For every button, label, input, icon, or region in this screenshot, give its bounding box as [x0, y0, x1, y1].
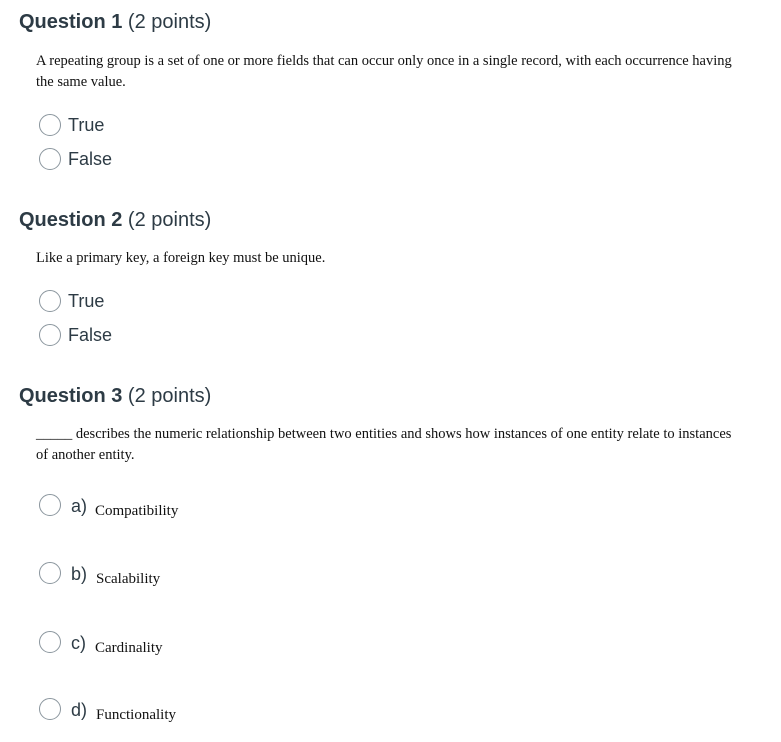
- question-2-option-true[interactable]: [39, 288, 104, 314]
- option-label: Functionality: [96, 707, 176, 723]
- radio-button[interactable]: [39, 114, 61, 136]
- radio-button[interactable]: [39, 290, 61, 312]
- question-2-option-false[interactable]: [39, 322, 112, 348]
- question-points: (2 points): [127, 385, 212, 407]
- radio-button[interactable]: [39, 148, 61, 170]
- radio-button[interactable]: [39, 631, 61, 653]
- question-1-option-true[interactable]: [39, 112, 104, 138]
- radio-button[interactable]: [39, 698, 61, 720]
- question-1-option-false[interactable]: [39, 146, 112, 172]
- question-points: (2 points): [127, 11, 212, 33]
- option-label: True: [68, 290, 105, 311]
- radio-button[interactable]: [39, 494, 61, 516]
- question-1-text: A repeating group is a set of one or more fields that can occur only once in a single record, with each occurrence having the same value.: [36, 53, 732, 90]
- question-number: Question 3: [19, 385, 123, 407]
- option-letter: a): [71, 496, 88, 516]
- option-label: True: [68, 114, 105, 135]
- question-number: Question 1: [19, 11, 123, 33]
- question-number: Question 2: [19, 209, 123, 231]
- option-letter: c): [71, 633, 86, 653]
- option-label: False: [68, 148, 113, 169]
- question-points: (2 points): [127, 209, 212, 231]
- question-2-text: Like a primary key, a foreign key must be unique.: [36, 250, 326, 266]
- option-label: Scalability: [96, 571, 161, 587]
- radio-button[interactable]: [39, 324, 61, 346]
- radio-button[interactable]: [39, 562, 61, 584]
- question-1-title: [19, 11, 211, 34]
- option-label: Compatibility: [95, 503, 179, 519]
- option-letter: b): [71, 564, 88, 584]
- option-label: False: [68, 324, 113, 345]
- option-label: Cardinality: [95, 640, 163, 656]
- question-3-text: _____ describes the numeric relationship between two entities and shows how instances of one entity relate to instances of another entity.: [36, 426, 732, 463]
- question-2-title: [19, 209, 211, 232]
- question-3-title: [19, 385, 211, 408]
- option-letter: d): [71, 700, 88, 720]
